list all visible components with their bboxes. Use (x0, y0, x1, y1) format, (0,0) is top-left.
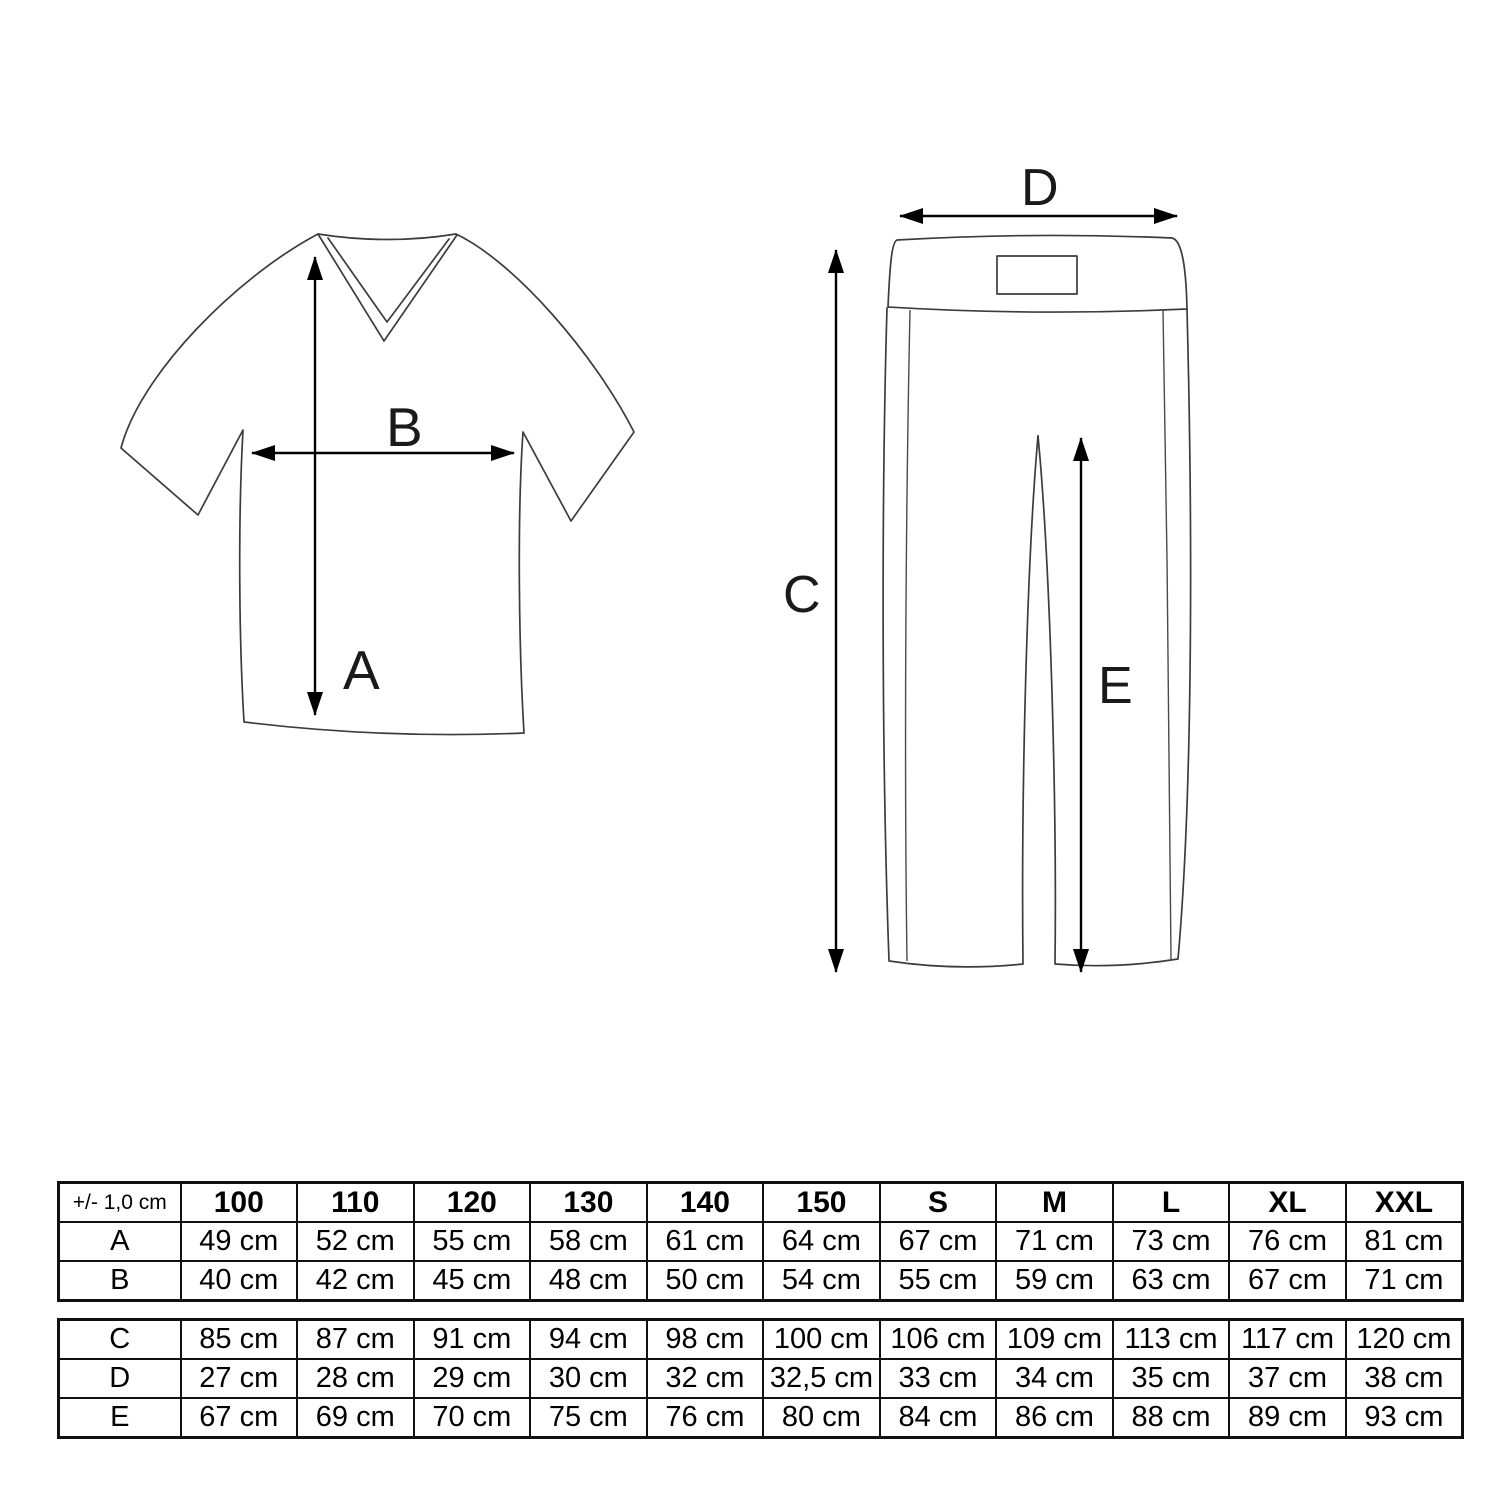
size-value-cell: 37 cm (1229, 1359, 1346, 1398)
size-value-cell: 88 cm (1113, 1398, 1230, 1438)
shirt-sketch (121, 234, 634, 735)
size-value-cell: 71 cm (996, 1222, 1113, 1261)
size-column-header: 140 (647, 1183, 764, 1223)
size-column-header: XXL (1346, 1183, 1463, 1223)
dimension-label-e: E (1098, 657, 1133, 715)
size-value-cell: 67 cm (880, 1222, 997, 1261)
size-column-header: 150 (763, 1183, 880, 1223)
pants-left-side-seam (906, 310, 910, 961)
dimension-label-d: D (1021, 159, 1059, 217)
dimension-row-header: D (59, 1359, 181, 1398)
size-value-cell: 54 cm (763, 1261, 880, 1301)
size-value-cell: 34 cm (996, 1359, 1113, 1398)
dimension-row-header: A (59, 1222, 181, 1261)
pants-right-side-seam (1163, 310, 1171, 959)
size-value-cell: 61 cm (647, 1222, 764, 1261)
size-value-cell: 91 cm (414, 1320, 531, 1360)
dimension-row-header: C (59, 1320, 181, 1360)
size-table-row (59, 1222, 1463, 1261)
size-value-cell: 70 cm (414, 1398, 531, 1438)
size-value-cell: 71 cm (1346, 1261, 1463, 1301)
size-value-cell: 84 cm (880, 1398, 997, 1438)
size-table-top (57, 1181, 1464, 1302)
size-value-cell: 67 cm (181, 1398, 298, 1438)
size-value-cell: 50 cm (647, 1261, 764, 1301)
size-table-header-row (59, 1183, 1463, 1223)
dimension-row-header: E (59, 1398, 181, 1438)
size-value-cell: 64 cm (763, 1222, 880, 1261)
size-table-row (59, 1261, 1463, 1301)
size-column-header: M (996, 1183, 1113, 1223)
size-value-cell: 94 cm (530, 1320, 647, 1360)
size-value-cell: 120 cm (1346, 1320, 1463, 1360)
size-value-cell: 27 cm (181, 1359, 298, 1398)
size-table-row (59, 1359, 1463, 1398)
dimension-label-a: A (343, 639, 380, 701)
size-value-cell: 117 cm (1229, 1320, 1346, 1360)
pants-sketch (783, 159, 1191, 972)
size-column-header: S (880, 1183, 997, 1223)
size-value-cell: 35 cm (1113, 1359, 1230, 1398)
tolerance-label: +/- 1,0 cm (59, 1183, 181, 1223)
size-value-cell: 48 cm (530, 1261, 647, 1301)
size-table-row (59, 1398, 1463, 1438)
size-value-cell: 49 cm (181, 1222, 298, 1261)
size-column-header: 100 (181, 1183, 298, 1223)
size-value-cell: 89 cm (1229, 1398, 1346, 1438)
size-value-cell: 81 cm (1346, 1222, 1463, 1261)
size-value-cell: 58 cm (530, 1222, 647, 1261)
size-value-cell: 28 cm (297, 1359, 414, 1398)
size-value-cell: 30 cm (530, 1359, 647, 1398)
size-value-cell: 67 cm (1229, 1261, 1346, 1301)
size-value-cell: 59 cm (996, 1261, 1113, 1301)
size-value-cell: 42 cm (297, 1261, 414, 1301)
size-value-cell: 80 cm (763, 1398, 880, 1438)
size-table-bottom (57, 1318, 1464, 1439)
size-value-cell: 55 cm (414, 1222, 531, 1261)
dimension-label-c: C (783, 566, 821, 624)
size-value-cell: 55 cm (880, 1261, 997, 1301)
size-value-cell: 86 cm (996, 1398, 1113, 1438)
size-value-cell: 85 cm (181, 1320, 298, 1360)
size-column-header: 130 (530, 1183, 647, 1223)
dimension-label-b: B (386, 396, 423, 458)
size-value-cell: 38 cm (1346, 1359, 1463, 1398)
size-value-cell: 75 cm (530, 1398, 647, 1438)
size-value-cell: 69 cm (297, 1398, 414, 1438)
size-column-header: 110 (297, 1183, 414, 1223)
size-value-cell: 32 cm (647, 1359, 764, 1398)
size-value-cell: 87 cm (297, 1320, 414, 1360)
size-value-cell: 76 cm (1229, 1222, 1346, 1261)
size-value-cell: 73 cm (1113, 1222, 1230, 1261)
size-value-cell: 33 cm (880, 1359, 997, 1398)
size-value-cell: 29 cm (414, 1359, 531, 1398)
pants-label-patch (997, 256, 1077, 294)
size-value-cell: 93 cm (1346, 1398, 1463, 1438)
size-column-header: XL (1229, 1183, 1346, 1223)
size-value-cell: 109 cm (996, 1320, 1113, 1360)
dimension-row-header: B (59, 1261, 181, 1301)
size-column-header: 120 (414, 1183, 531, 1223)
size-value-cell: 106 cm (880, 1320, 997, 1360)
size-value-cell: 63 cm (1113, 1261, 1230, 1301)
shirt-collar-outer-v (318, 234, 457, 341)
size-value-cell: 52 cm (297, 1222, 414, 1261)
pants-waistband (888, 235, 1187, 312)
size-column-header: L (1113, 1183, 1230, 1223)
size-value-cell: 32,5 cm (763, 1359, 880, 1398)
size-value-cell: 45 cm (414, 1261, 531, 1301)
size-value-cell: 98 cm (647, 1320, 764, 1360)
size-table-row (59, 1320, 1463, 1360)
size-value-cell: 113 cm (1113, 1320, 1230, 1360)
size-value-cell: 100 cm (763, 1320, 880, 1360)
size-value-cell: 40 cm (181, 1261, 298, 1301)
size-value-cell: 76 cm (647, 1398, 764, 1438)
